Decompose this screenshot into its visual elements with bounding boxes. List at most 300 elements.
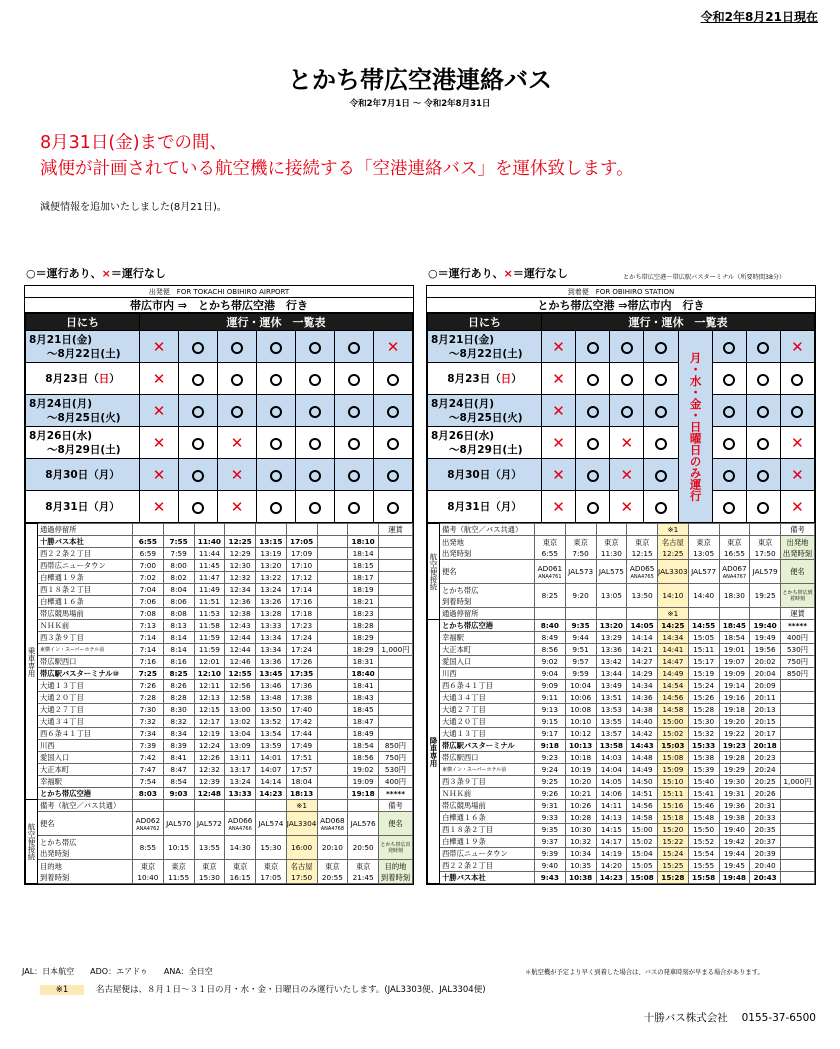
time-cell: 19:44 [719, 848, 750, 860]
stop-name: 白樺通１９条 [38, 572, 133, 584]
date-line-1: 8月23日（ [447, 372, 501, 385]
time-cell: 14:41 [658, 644, 689, 656]
blank-cell [163, 524, 194, 536]
timetable-row [26, 524, 413, 536]
time-cell: 15:39 [688, 764, 719, 776]
operating-mark-icon [757, 438, 769, 450]
time-cell: 12:48 [194, 788, 225, 800]
operating-mark-icon [387, 406, 399, 418]
blank-cell [719, 608, 750, 620]
date-row [428, 427, 815, 459]
stop-name: 東横イン・スーパーホテル前 [38, 644, 133, 656]
time-cell: 14:36 [627, 692, 658, 704]
fare-cell: 530円 [379, 764, 413, 776]
time-cell: 15:08 [658, 752, 689, 764]
time-cell: 13:50 [256, 704, 287, 716]
as-of-date: 令和2年8月21日現在 [700, 10, 818, 24]
operating-cell [179, 331, 218, 363]
time-cell: 8:03 [133, 788, 164, 800]
destination [256, 860, 287, 884]
timetable-row [428, 584, 815, 608]
time-cell: 9:39 [535, 848, 566, 860]
suspended-cell [140, 363, 179, 395]
suspended-mark-icon: ✕ [152, 434, 166, 452]
time-cell: 20:09 [750, 680, 781, 692]
fare-cell [379, 608, 413, 620]
blank-cell [348, 800, 379, 812]
label-2: 到着時刻 [40, 872, 70, 882]
date-label [428, 331, 542, 363]
time-cell: 13:17 [225, 764, 256, 776]
stop-name: 大通１３丁目 [440, 728, 535, 740]
time-cell: 6:55 [133, 536, 164, 548]
time-cell: 13:02 [225, 716, 256, 728]
travel-time-note: とかち帯広空港～帯広駅バスターミナル（所要時間38分） [623, 274, 786, 281]
time-cell: 9:51 [565, 644, 596, 656]
operating-cell [257, 459, 296, 491]
time-cell: 13:20 [596, 620, 627, 632]
fare-cell [379, 692, 413, 704]
suspended-mark-icon: ✕ [152, 498, 166, 516]
stops-header: 通過停留所 [440, 608, 535, 620]
time-cell: 7:00 [133, 560, 164, 572]
operating-cell [335, 491, 374, 523]
time-cell: 13:29 [596, 632, 627, 644]
time-cell: 14:49 [627, 764, 658, 776]
suspended-cell [218, 459, 257, 491]
fare-cell [781, 824, 815, 836]
time-cell: 12:25 [225, 536, 256, 548]
time-cell: 15:24 [658, 848, 689, 860]
suspended-mark-icon: ✕ [552, 434, 565, 452]
fare-cell: ***** [781, 620, 815, 632]
time-cell: 14:56 [627, 800, 658, 812]
time-cell: 8:56 [535, 644, 566, 656]
time-cell: 13:34 [256, 644, 287, 656]
suspended-mark-icon: ✕ [620, 498, 634, 516]
time-cell: 17:23 [286, 620, 317, 632]
time-cell: 11:53 [194, 608, 225, 620]
time-cell: 13:33 [225, 788, 256, 800]
time-cell: 15:52 [688, 836, 719, 848]
date-label [26, 395, 140, 427]
fare-cell: 530円 [781, 644, 815, 656]
time-cell: 20:18 [750, 740, 781, 752]
time-cell: 12:15 [194, 704, 225, 716]
date-row [26, 427, 413, 459]
time-cell: 7:28 [133, 692, 164, 704]
time-cell: 13:26 [256, 596, 287, 608]
operation-header: 運行・運休 一覧表 [140, 314, 413, 331]
time-cell: 13:24 [225, 776, 256, 788]
operating-cell [296, 331, 335, 363]
origin-end [781, 536, 815, 560]
blank-cell [317, 596, 348, 608]
stop-name: 大通３４丁目 [38, 716, 133, 728]
destination-city: 東京 [355, 861, 371, 871]
time-cell: 20:13 [750, 704, 781, 716]
operating-cell [712, 395, 746, 427]
origin-time: 12:15 [631, 548, 653, 558]
origin-city: 東京 [542, 537, 558, 547]
flight-number [535, 560, 566, 584]
fare-cell [379, 668, 413, 680]
time-cell: 15:17 [688, 656, 719, 668]
flight-code: JAL3303 [658, 567, 688, 576]
flight-arrival: 13:50 [627, 584, 658, 608]
operating-cell [712, 459, 746, 491]
time-cell: 10:19 [565, 764, 596, 776]
suspended-cell [780, 427, 814, 459]
time-cell: 9:15 [535, 716, 566, 728]
date-row [428, 459, 815, 491]
time-cell: 19:56 [750, 644, 781, 656]
stop-row [428, 824, 815, 836]
time-cell: 9:43 [535, 872, 566, 884]
operating-mark-icon [757, 374, 769, 386]
stop-row [26, 752, 413, 764]
time-cell: 20:43 [750, 872, 781, 884]
fare-cell [379, 584, 413, 596]
time-cell: 10:20 [565, 776, 596, 788]
operating-cell [179, 491, 218, 523]
fare-cell [781, 680, 815, 692]
date-label [26, 459, 140, 491]
time-cell: 7:04 [133, 584, 164, 596]
time-cell: 12:43 [225, 620, 256, 632]
flight-number [225, 812, 256, 836]
time-cell: 14:21 [627, 644, 658, 656]
flight-number [658, 560, 689, 584]
alighting-only-label: 降車専用 [428, 620, 440, 884]
time-cell: 19:45 [719, 860, 750, 872]
time-cell: 10:04 [565, 680, 596, 692]
blank-cell [256, 524, 287, 536]
operating-cell [576, 363, 610, 395]
note-mark: ※1 [658, 608, 689, 620]
time-cell: 14:25 [658, 620, 689, 632]
time-cell: 19:48 [719, 872, 750, 884]
time-cell: 15:02 [627, 836, 658, 848]
stop-row [428, 716, 815, 728]
operating-cell [576, 331, 610, 363]
time-cell: 19:09 [348, 776, 379, 788]
suspended-cell [542, 363, 576, 395]
date-line-1: 8月31日（月） [45, 500, 120, 513]
operating-mark-icon [621, 406, 633, 418]
flight-number [194, 812, 225, 836]
time-cell: 15:41 [688, 788, 719, 800]
time-cell: 11:59 [194, 632, 225, 644]
time-cell: 14:40 [627, 716, 658, 728]
stop-row [428, 644, 815, 656]
operating-cell [374, 363, 413, 395]
time-cell: 14:15 [596, 824, 627, 836]
time-cell: 18:43 [348, 692, 379, 704]
operating-cell [576, 395, 610, 427]
stop-row [428, 800, 815, 812]
operating-cell [179, 459, 218, 491]
date-row [26, 331, 413, 363]
time-cell: 15:50 [688, 824, 719, 836]
time-cell: 13:49 [596, 680, 627, 692]
flight-arrival: 14:10 [658, 584, 689, 608]
time-cell: 10:18 [565, 752, 596, 764]
time-cell: 8:26 [163, 680, 194, 692]
operating-mark-icon [387, 438, 399, 450]
operating-cell [179, 363, 218, 395]
operating-cell [179, 395, 218, 427]
flight-number [688, 560, 719, 584]
time-cell: 14:20 [596, 860, 627, 872]
stop-name: 西帯広ニュータウン [38, 560, 133, 572]
time-cell: 12:56 [225, 680, 256, 692]
flight-number [750, 560, 781, 584]
destination [317, 860, 348, 884]
stop-row [428, 680, 815, 692]
blank-cell [133, 800, 164, 812]
time-cell: 15:38 [688, 752, 719, 764]
operating-cell [746, 331, 780, 363]
time-cell: 12:38 [225, 608, 256, 620]
stop-row [428, 788, 815, 800]
date-label [428, 459, 542, 491]
stop-row [26, 632, 413, 644]
stop-name: 大通１３丁目 [38, 680, 133, 692]
destination [163, 860, 194, 884]
time-cell: 13:24 [256, 584, 287, 596]
flight-code-sub: ANA4768 [320, 826, 345, 832]
suspended-cell [780, 459, 814, 491]
date-line-2: ～8月29日(土) [449, 443, 523, 456]
time-cell: 8:32 [163, 716, 194, 728]
fare-cell [379, 620, 413, 632]
operating-mark-icon [309, 438, 321, 450]
origin-time: 7:50 [572, 548, 589, 558]
suspended-cell [140, 459, 179, 491]
suspended-mark-icon: ✕ [152, 338, 166, 356]
time-cell: 14:07 [256, 764, 287, 776]
stop-row [26, 728, 413, 740]
time-cell: 12:26 [194, 752, 225, 764]
time-cell: 8:47 [163, 764, 194, 776]
time-cell: 13:15 [256, 536, 287, 548]
flight-code: AD066 [227, 816, 253, 825]
blank-cell [750, 608, 781, 620]
fare-cell [379, 572, 413, 584]
flight-arrival: 8:25 [535, 584, 566, 608]
departure-timetable [25, 523, 413, 884]
blank-cell [225, 800, 256, 812]
operating-mark-icon [231, 406, 243, 418]
operating-mark-icon [655, 342, 667, 354]
time-cell: 12:29 [225, 548, 256, 560]
time-cell: 18:54 [348, 740, 379, 752]
stop-row [428, 764, 815, 776]
timetable-row [428, 536, 815, 560]
date-label [26, 331, 140, 363]
origin-time: 16:55 [723, 548, 745, 558]
sunday-label: 日 [500, 372, 512, 385]
time-cell: 19:07 [719, 656, 750, 668]
note-mark: ※1 [658, 524, 689, 536]
timetable-row [26, 860, 413, 884]
date-label [428, 395, 542, 427]
operating-mark-icon [270, 406, 282, 418]
time-cell: 12:32 [225, 572, 256, 584]
fare-cell [379, 716, 413, 728]
date-line-1: 8月24日(月) [431, 397, 495, 410]
operating-cell [576, 459, 610, 491]
flight-code: AD067 [722, 564, 747, 573]
suspended-mark-icon: ✕ [791, 338, 804, 356]
time-cell: 20:11 [750, 692, 781, 704]
time-cell: 20:31 [750, 800, 781, 812]
departure-end: とかち帯広出発時刻 [379, 836, 413, 860]
blank-cell [133, 524, 164, 536]
operating-cell [644, 491, 678, 523]
blank-cell [565, 608, 596, 620]
operating-mark-icon [192, 470, 204, 482]
time-cell: 20:35 [750, 824, 781, 836]
time-cell: 13:22 [256, 572, 287, 584]
time-cell: 12:44 [225, 632, 256, 644]
blank-cell [317, 740, 348, 752]
time-cell: 15:05 [688, 632, 719, 644]
flight-arrival: 9:20 [565, 584, 596, 608]
time-cell: 12:46 [225, 656, 256, 668]
label-1: 出発地 [786, 537, 809, 547]
boarding-only-label: 乗車専用 [26, 524, 38, 800]
time-cell: 15:25 [658, 860, 689, 872]
remarks-label: 備考（航空／バス共通） [38, 800, 133, 812]
date-line-1: 8月21日(金) [29, 333, 93, 346]
time-cell: 8:40 [535, 620, 566, 632]
operating-mark-icon [655, 470, 667, 482]
stop-name: 西６条４１丁目 [38, 728, 133, 740]
notice-line-1: 8月31日(金)までの間、 [40, 133, 228, 153]
time-cell: 7:59 [163, 548, 194, 560]
time-cell: 13:11 [225, 752, 256, 764]
suspended-mark-icon: ✕ [230, 498, 244, 516]
blank-cell [317, 548, 348, 560]
origin [627, 536, 658, 560]
time-cell: 14:50 [627, 776, 658, 788]
time-cell: 14:43 [627, 740, 658, 752]
suspended-mark-icon: ✕ [552, 402, 565, 420]
operating-cell [374, 427, 413, 459]
time-cell: 8:08 [163, 608, 194, 620]
time-cell: 8:14 [163, 632, 194, 644]
destination-time: 17:50 [291, 872, 313, 882]
operating-cell [780, 395, 814, 427]
time-cell: 19:16 [719, 692, 750, 704]
timetable-row [26, 836, 413, 860]
time-cell: 15:09 [658, 764, 689, 776]
legend-o: ○＝運行あり、 [26, 267, 102, 280]
suspended-cell [218, 491, 257, 523]
time-cell: 13:36 [596, 644, 627, 656]
destination-label [38, 860, 133, 884]
time-cell: 19:36 [719, 800, 750, 812]
time-cell: 19:29 [719, 764, 750, 776]
time-cell: 14:55 [688, 620, 719, 632]
time-cell: 8:14 [163, 644, 194, 656]
fare-cell [379, 704, 413, 716]
destination-city: 東京 [263, 861, 279, 871]
time-cell: 14:19 [596, 848, 627, 860]
time-cell: 17:49 [286, 740, 317, 752]
time-cell: 10:38 [565, 872, 596, 884]
operating-cell [576, 427, 610, 459]
fare-cell [781, 740, 815, 752]
flight-arrival: 19:25 [750, 584, 781, 608]
time-cell: 19:31 [719, 788, 750, 800]
time-cell: 14:49 [658, 668, 689, 680]
time-cell: 9:31 [535, 800, 566, 812]
time-cell: 19:23 [719, 740, 750, 752]
fare-cell [379, 680, 413, 692]
destination-time: 16:15 [229, 872, 251, 882]
time-cell: 7:14 [133, 632, 164, 644]
operating-mark-icon [621, 342, 633, 354]
destination-city: 東京 [325, 861, 340, 871]
time-cell: 7:42 [133, 752, 164, 764]
time-cell: 12:32 [194, 764, 225, 776]
time-cell: 19:02 [348, 764, 379, 776]
stop-row [26, 776, 413, 788]
operating-cell [746, 427, 780, 459]
time-cell: 13:44 [596, 668, 627, 680]
time-cell: 18:15 [348, 560, 379, 572]
time-cell: 19:01 [719, 644, 750, 656]
operating-mark-icon [348, 374, 360, 386]
operating-mark-icon [192, 342, 204, 354]
stop-row [428, 740, 815, 752]
destination-time: 17:05 [260, 872, 282, 882]
operating-cell [218, 331, 257, 363]
suspended-mark-icon: ✕ [791, 466, 804, 484]
flight-end: 便名 [781, 560, 815, 584]
label-2: 到着時刻 [442, 596, 472, 606]
destination [225, 860, 256, 884]
time-cell: 15:55 [688, 860, 719, 872]
operating-mark-icon [309, 406, 321, 418]
stop-name: ＮＨＫ前 [440, 788, 535, 800]
blank-cell [163, 800, 194, 812]
operating-mark-icon [587, 406, 599, 418]
stop-row [428, 728, 815, 740]
operating-mark-icon [655, 502, 667, 514]
flight-label: 便名 [38, 812, 133, 836]
time-cell: 8:00 [163, 560, 194, 572]
time-cell: 11:59 [194, 644, 225, 656]
operation-header: 運行・運休 一覧表 [542, 314, 815, 331]
operating-mark-icon [192, 438, 204, 450]
remarks-end: 備考 [781, 524, 815, 536]
origin-city: 東京 [727, 537, 742, 547]
operating-cell [257, 427, 296, 459]
departure-operation-table [25, 313, 413, 523]
time-cell: 15:22 [658, 836, 689, 848]
time-cell: 10:26 [565, 800, 596, 812]
time-cell: 13:52 [256, 716, 287, 728]
time-cell: 9:40 [535, 860, 566, 872]
time-cell: 17:51 [286, 752, 317, 764]
operating-cell [644, 395, 678, 427]
time-cell: 10:12 [565, 728, 596, 740]
time-cell: 9:23 [535, 752, 566, 764]
